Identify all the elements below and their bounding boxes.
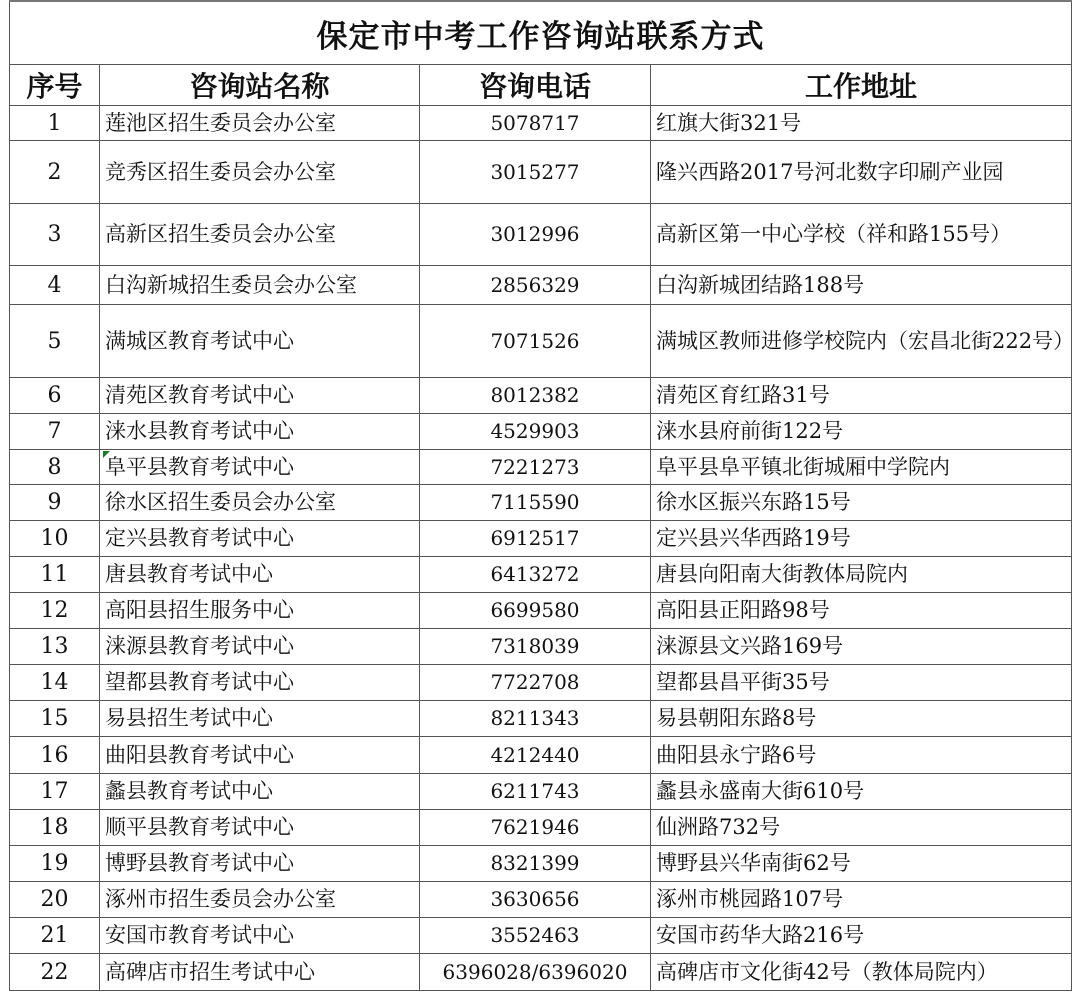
table-row [10,882,1072,918]
cell-comment-marker [103,451,110,458]
station-name: 满城区教育考试中心 [100,305,420,378]
work-address: 安国市药华大路216号 [651,918,1072,954]
phone-number: 7071526 [420,305,651,378]
row-number: 16 [10,737,100,774]
phone-number: 6211743 [420,774,651,810]
station-name: 蠡县教育考试中心 [100,774,420,810]
row-number: 1 [10,106,100,141]
station-name: 博野县教育考试中心 [100,846,420,882]
row-number: 14 [10,665,100,701]
table-row [10,378,1072,414]
table-row [10,450,1072,485]
table-row [10,141,1072,204]
work-address: 易县朝阳东路8号 [651,701,1072,737]
phone-number: 7221273 [420,450,651,485]
table-row [10,954,1072,991]
phone-number: 6413272 [420,557,651,593]
work-address: 唐县向阳南大街教体局院内 [651,557,1072,593]
table-row [10,737,1072,774]
phone-number: 3015277 [420,141,651,204]
work-address: 高新区第一中心学校（祥和路155号） [651,204,1072,266]
station-name: 阜平县教育考试中心 [100,450,420,485]
station-name: 徐水区招生委员会办公室 [100,485,420,521]
station-name: 易县招生考试中心 [100,701,420,737]
work-address: 高碑店市文化街42号（教体局院内） [651,954,1072,991]
table-row [10,593,1072,629]
table-row [10,629,1072,665]
row-number: 6 [10,378,100,414]
contact-sheet [9,0,1075,991]
table-row [10,204,1072,266]
table-row [10,557,1072,593]
row-number: 9 [10,485,100,521]
phone-number: 7115590 [420,485,651,521]
table-row [10,106,1072,141]
table-row [10,305,1072,378]
row-number: 22 [10,954,100,991]
col-header-phone: 咨询电话 [420,65,651,106]
phone-number: 3552463 [420,918,651,954]
phone-number: 7722708 [420,665,651,701]
work-address: 仙洲路732号 [651,810,1072,846]
work-address: 徐水区振兴东路15号 [651,485,1072,521]
phone-number: 6912517 [420,521,651,557]
table-row [10,521,1072,557]
header-row [10,65,1072,106]
phone-number: 7318039 [420,629,651,665]
phone-number: 2856329 [420,266,651,305]
work-address: 红旗大街321号 [651,106,1072,141]
station-name: 望都县教育考试中心 [100,665,420,701]
station-name: 高新区招生委员会办公室 [100,204,420,266]
work-address: 定兴县兴华西路19号 [651,521,1072,557]
station-name: 白沟新城招生委员会办公室 [100,266,420,305]
row-number: 8 [10,450,100,485]
work-address: 望都县昌平街35号 [651,665,1072,701]
station-name: 涿州市招生委员会办公室 [100,882,420,918]
phone-number: 5078717 [420,106,651,141]
work-address: 高阳县正阳路98号 [651,593,1072,629]
work-address: 清苑区育红路31号 [651,378,1072,414]
work-address: 蠡县永盛南大街610号 [651,774,1072,810]
phone-number: 6699580 [420,593,651,629]
row-number: 15 [10,701,100,737]
work-address: 满城区教师进修学校院内（宏昌北街222号） [651,305,1072,378]
row-number: 4 [10,266,100,305]
station-name: 定兴县教育考试中心 [100,521,420,557]
station-name: 安国市教育考试中心 [100,918,420,954]
phone-number: 4529903 [420,414,651,450]
row-number: 2 [10,141,100,204]
table-row [10,774,1072,810]
row-number: 19 [10,846,100,882]
station-name: 莲池区招生委员会办公室 [100,106,420,141]
table-title: 保定市中考工作咨询站联系方式 [10,1,1072,65]
phone-number: 3012996 [420,204,651,266]
work-address: 隆兴西路2017号河北数字印刷产业园 [651,141,1072,204]
phone-number: 8321399 [420,846,651,882]
phone-number: 3630656 [420,882,651,918]
work-address: 阜平县阜平镇北街城厢中学院内 [651,450,1072,485]
station-name: 曲阳县教育考试中心 [100,737,420,774]
phone-number: 4212440 [420,737,651,774]
row-number: 3 [10,204,100,266]
station-name: 顺平县教育考试中心 [100,810,420,846]
phone-number: 7621946 [420,810,651,846]
table-row [10,266,1072,305]
work-address: 涿州市桃园路107号 [651,882,1072,918]
row-number: 12 [10,593,100,629]
row-number: 5 [10,305,100,378]
row-number: 17 [10,774,100,810]
row-number: 11 [10,557,100,593]
station-name: 高碑店市招生考试中心 [100,954,420,991]
row-number: 13 [10,629,100,665]
contact-table [9,0,1075,991]
phone-number: 8211343 [420,701,651,737]
col-header-no: 序号 [10,65,100,106]
row-number: 10 [10,521,100,557]
station-name: 竞秀区招生委员会办公室 [100,141,420,204]
station-name: 涞水县教育考试中心 [100,414,420,450]
station-name: 高阳县招生服务中心 [100,593,420,629]
station-name: 唐县教育考试中心 [100,557,420,593]
col-header-name: 咨询站名称 [100,65,420,106]
row-number: 18 [10,810,100,846]
table-row [10,485,1072,521]
table-row [10,810,1072,846]
row-number: 21 [10,918,100,954]
table-row [10,414,1072,450]
row-number: 7 [10,414,100,450]
col-header-address: 工作地址 [651,65,1072,106]
row-number: 20 [10,882,100,918]
phone-number: 8012382 [420,378,651,414]
work-address: 曲阳县永宁路6号 [651,737,1072,774]
work-address: 涞源县文兴路169号 [651,629,1072,665]
table-row [10,846,1072,882]
table-row [10,918,1072,954]
work-address: 博野县兴华南街62号 [651,846,1072,882]
table-row [10,665,1072,701]
station-name: 清苑区教育考试中心 [100,378,420,414]
phone-number: 6396028/6396020 [420,954,651,991]
table-row [10,701,1072,737]
work-address: 白沟新城团结路188号 [651,266,1072,305]
station-name: 涞源县教育考试中心 [100,629,420,665]
work-address: 涞水县府前街122号 [651,414,1072,450]
table-body [10,106,1075,991]
